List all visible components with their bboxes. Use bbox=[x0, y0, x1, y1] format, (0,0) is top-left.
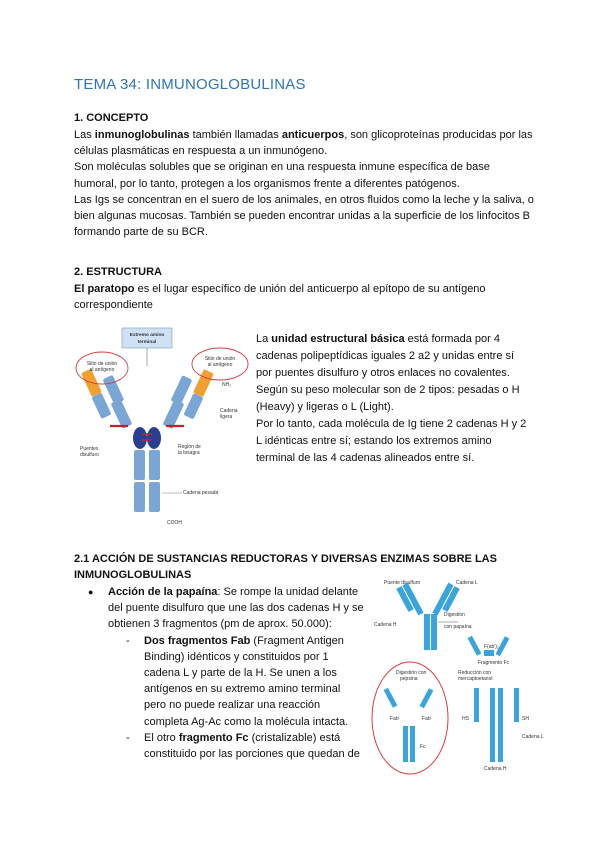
reduced-light-chain-2 bbox=[514, 688, 519, 722]
fc-left-lower bbox=[134, 482, 145, 512]
fig2-label-sh: SH bbox=[522, 716, 529, 722]
reduced-heavy-chain-2 bbox=[498, 688, 503, 762]
paragraph-line: células plasmáticas en respuesta a un inmunógeno. bbox=[74, 145, 328, 158]
amino-terminal-label-line2: terminal bbox=[137, 340, 157, 345]
fig2-label-puente: Puente disulfuro bbox=[384, 580, 421, 586]
fig2-label-cadena-h-bottom: Cadena H bbox=[484, 766, 507, 772]
section-2-heading: 2. ESTRUCTURA bbox=[74, 266, 163, 278]
light-chain-right-constant bbox=[183, 393, 203, 419]
fig2-label-digestion-pepsina-1: Digestión con bbox=[396, 670, 427, 676]
section-1-heading: 1. CONCEPTO bbox=[74, 112, 149, 124]
light-chain-right-variable bbox=[193, 369, 214, 397]
paragraph-line: La unidad estructural básica está formada por 4 bbox=[256, 333, 500, 345]
section-2-structure-text bbox=[256, 331, 576, 467]
section-1-body bbox=[74, 127, 574, 240]
heavy-chain-right-constant bbox=[163, 399, 185, 429]
paragraph-line: Las Igs se concentran en el suero de los animales, en otros fluidos como la leche y la saliva, o bbox=[74, 193, 534, 206]
fig2-label-digestion-papaina-2: con papaína bbox=[444, 624, 472, 630]
light-chain-left-constant bbox=[91, 393, 111, 419]
paragraph-line: cadenas polipeptídicas iguales 2 a2 y unidas entre sí bbox=[256, 350, 515, 362]
paragraph-line: Las inmunoglobulinas también llamadas anticuerpos, son glicoproteínas producidas por las bbox=[74, 129, 533, 141]
bullet-papaina: ● Acción de la papaína: Se rompe la unidad delante del puente disulfuro que une las dos cadenas H y se obtienen 3 fragmentos (pm de aprox. 50.000): bbox=[88, 586, 364, 631]
page-title: TEMA 34: INMUNOGLOBULINAS bbox=[74, 76, 306, 93]
paragraph-line: terminal de las 4 cadenas alineados entre sí. bbox=[256, 452, 475, 464]
light-chain-label-1: Cadena bbox=[220, 408, 238, 414]
fig2-label-hs: HS bbox=[462, 716, 469, 722]
amino-terminal-label-box bbox=[122, 328, 172, 348]
digestion-figure bbox=[366, 578, 566, 776]
fig2-label-reduccion-1: Reducción con bbox=[458, 670, 492, 676]
paragraph-line: El paratopo es el lugar específico de unión del anticuerpo al epítopo de su antígeno bbox=[74, 283, 486, 295]
section-21-body bbox=[86, 584, 366, 762]
fig2-label-cadena-l-bottom: Cadena L bbox=[522, 734, 544, 740]
disulfide-label-1: Puentes bbox=[80, 446, 99, 452]
fig2-label-fab-right: Fab bbox=[422, 716, 431, 722]
hinge-right bbox=[147, 427, 161, 449]
section-21-heading: 2.1 ACCIÓN DE SUSTANCIAS REDUCTORAS Y DIVERSAS ENZIMAS SOBRE LAS INMUNOGLOBULINAS bbox=[74, 553, 497, 581]
paragraph-line: formando parte de su BCR. bbox=[74, 226, 208, 239]
hinge-label-1: Región de bbox=[178, 444, 201, 450]
paragraph-line: Son moléculas solubles que se originan en una respuesta inmune específica de base bbox=[74, 161, 490, 174]
reduced-light-chain-1 bbox=[474, 688, 479, 722]
binding-site-right-line2: al antígeno bbox=[207, 362, 233, 368]
binding-site-right-line1: Sitio de unión bbox=[204, 356, 236, 362]
binding-site-left-line1: Sitio de unión bbox=[86, 361, 118, 367]
fig2-label-reduccion-2: mercaptoetanol bbox=[458, 676, 493, 682]
paragraph-line: humoral, por lo tanto, protegen a los organismos frente a diferentes patógenos. bbox=[74, 177, 460, 190]
fig2-label-fragmento-fc: Fragmento Fc bbox=[478, 660, 510, 666]
reduced-heavy-chain-1 bbox=[490, 688, 495, 762]
heavy-chain-label: Cadena pesada bbox=[183, 490, 219, 496]
fc-piece-left bbox=[403, 726, 408, 762]
section-2-intro bbox=[74, 281, 574, 313]
fc-right-upper bbox=[149, 450, 160, 480]
paragraph-line: correspondiente bbox=[74, 299, 153, 312]
cooh-label: COOH bbox=[167, 520, 182, 526]
sub-bullet-fab: - Dos fragmentos Fab (Fragment Antigen Binding) idénticos y constituidos por 1 cadena L y parte de la H. Se unen a los antígenos en su extremo amino terminal pero no puede realizar una reacción completa Ag-Ac como la molécula intacta. bbox=[126, 634, 349, 728]
fig2-label-cadena-l: Cadena L bbox=[456, 580, 478, 586]
fig2-label-digestion-papaina-1: Digestión bbox=[444, 612, 465, 618]
fc-left-upper bbox=[134, 450, 145, 480]
light-chain-label-2: ligera bbox=[220, 414, 233, 420]
fc-right-lower bbox=[149, 482, 160, 512]
fig2-label-digestion-pepsina-2: pepsina bbox=[400, 676, 418, 682]
heavy-chain-left-constant bbox=[111, 399, 133, 429]
paragraph-line: bien algunas mucosas. También se pueden encontrar unidas a la superficie de los linfocitos B bbox=[74, 210, 530, 223]
fig2-label-fab-left: Fab bbox=[390, 716, 399, 722]
paragraph-line: (Heavy) y ligeras o L (Light). bbox=[256, 401, 394, 413]
paragraph-line: Por lo tanto, cada molécula de Ig tiene 2 cadenas H y 2 bbox=[256, 418, 527, 430]
hinge-left bbox=[133, 427, 147, 449]
fig2-label-fab2: F(ab')₂ bbox=[484, 644, 499, 650]
paragraph-line: L idénticas entre sí; estando los extremos amino bbox=[256, 435, 492, 447]
antibody-structure-figure bbox=[70, 326, 254, 534]
fig2-label-fc: Fc bbox=[420, 744, 426, 750]
disulfide-label-2: disulfuro bbox=[80, 452, 99, 458]
nh2-label: NH₂ bbox=[222, 382, 232, 388]
fc-piece-right bbox=[410, 726, 415, 762]
paragraph-line: por puentes disulfuro y otros enlaces no covalentes. bbox=[256, 367, 510, 379]
sub-bullet-fc: - El otro fragmento Fc (cristalizable) está constituido por las porciones que quedan de bbox=[126, 731, 360, 761]
amino-terminal-label-line1: Extremo amino bbox=[129, 333, 165, 338]
binding-site-left-line2: al antígeno bbox=[89, 367, 115, 373]
hinge-label-2: la bisagra bbox=[178, 450, 200, 456]
fig2-label-cadena-h: Cadena H bbox=[374, 622, 397, 628]
paragraph-line: Según su peso molecular son de 2 tipos: pesadas o H bbox=[256, 384, 520, 396]
